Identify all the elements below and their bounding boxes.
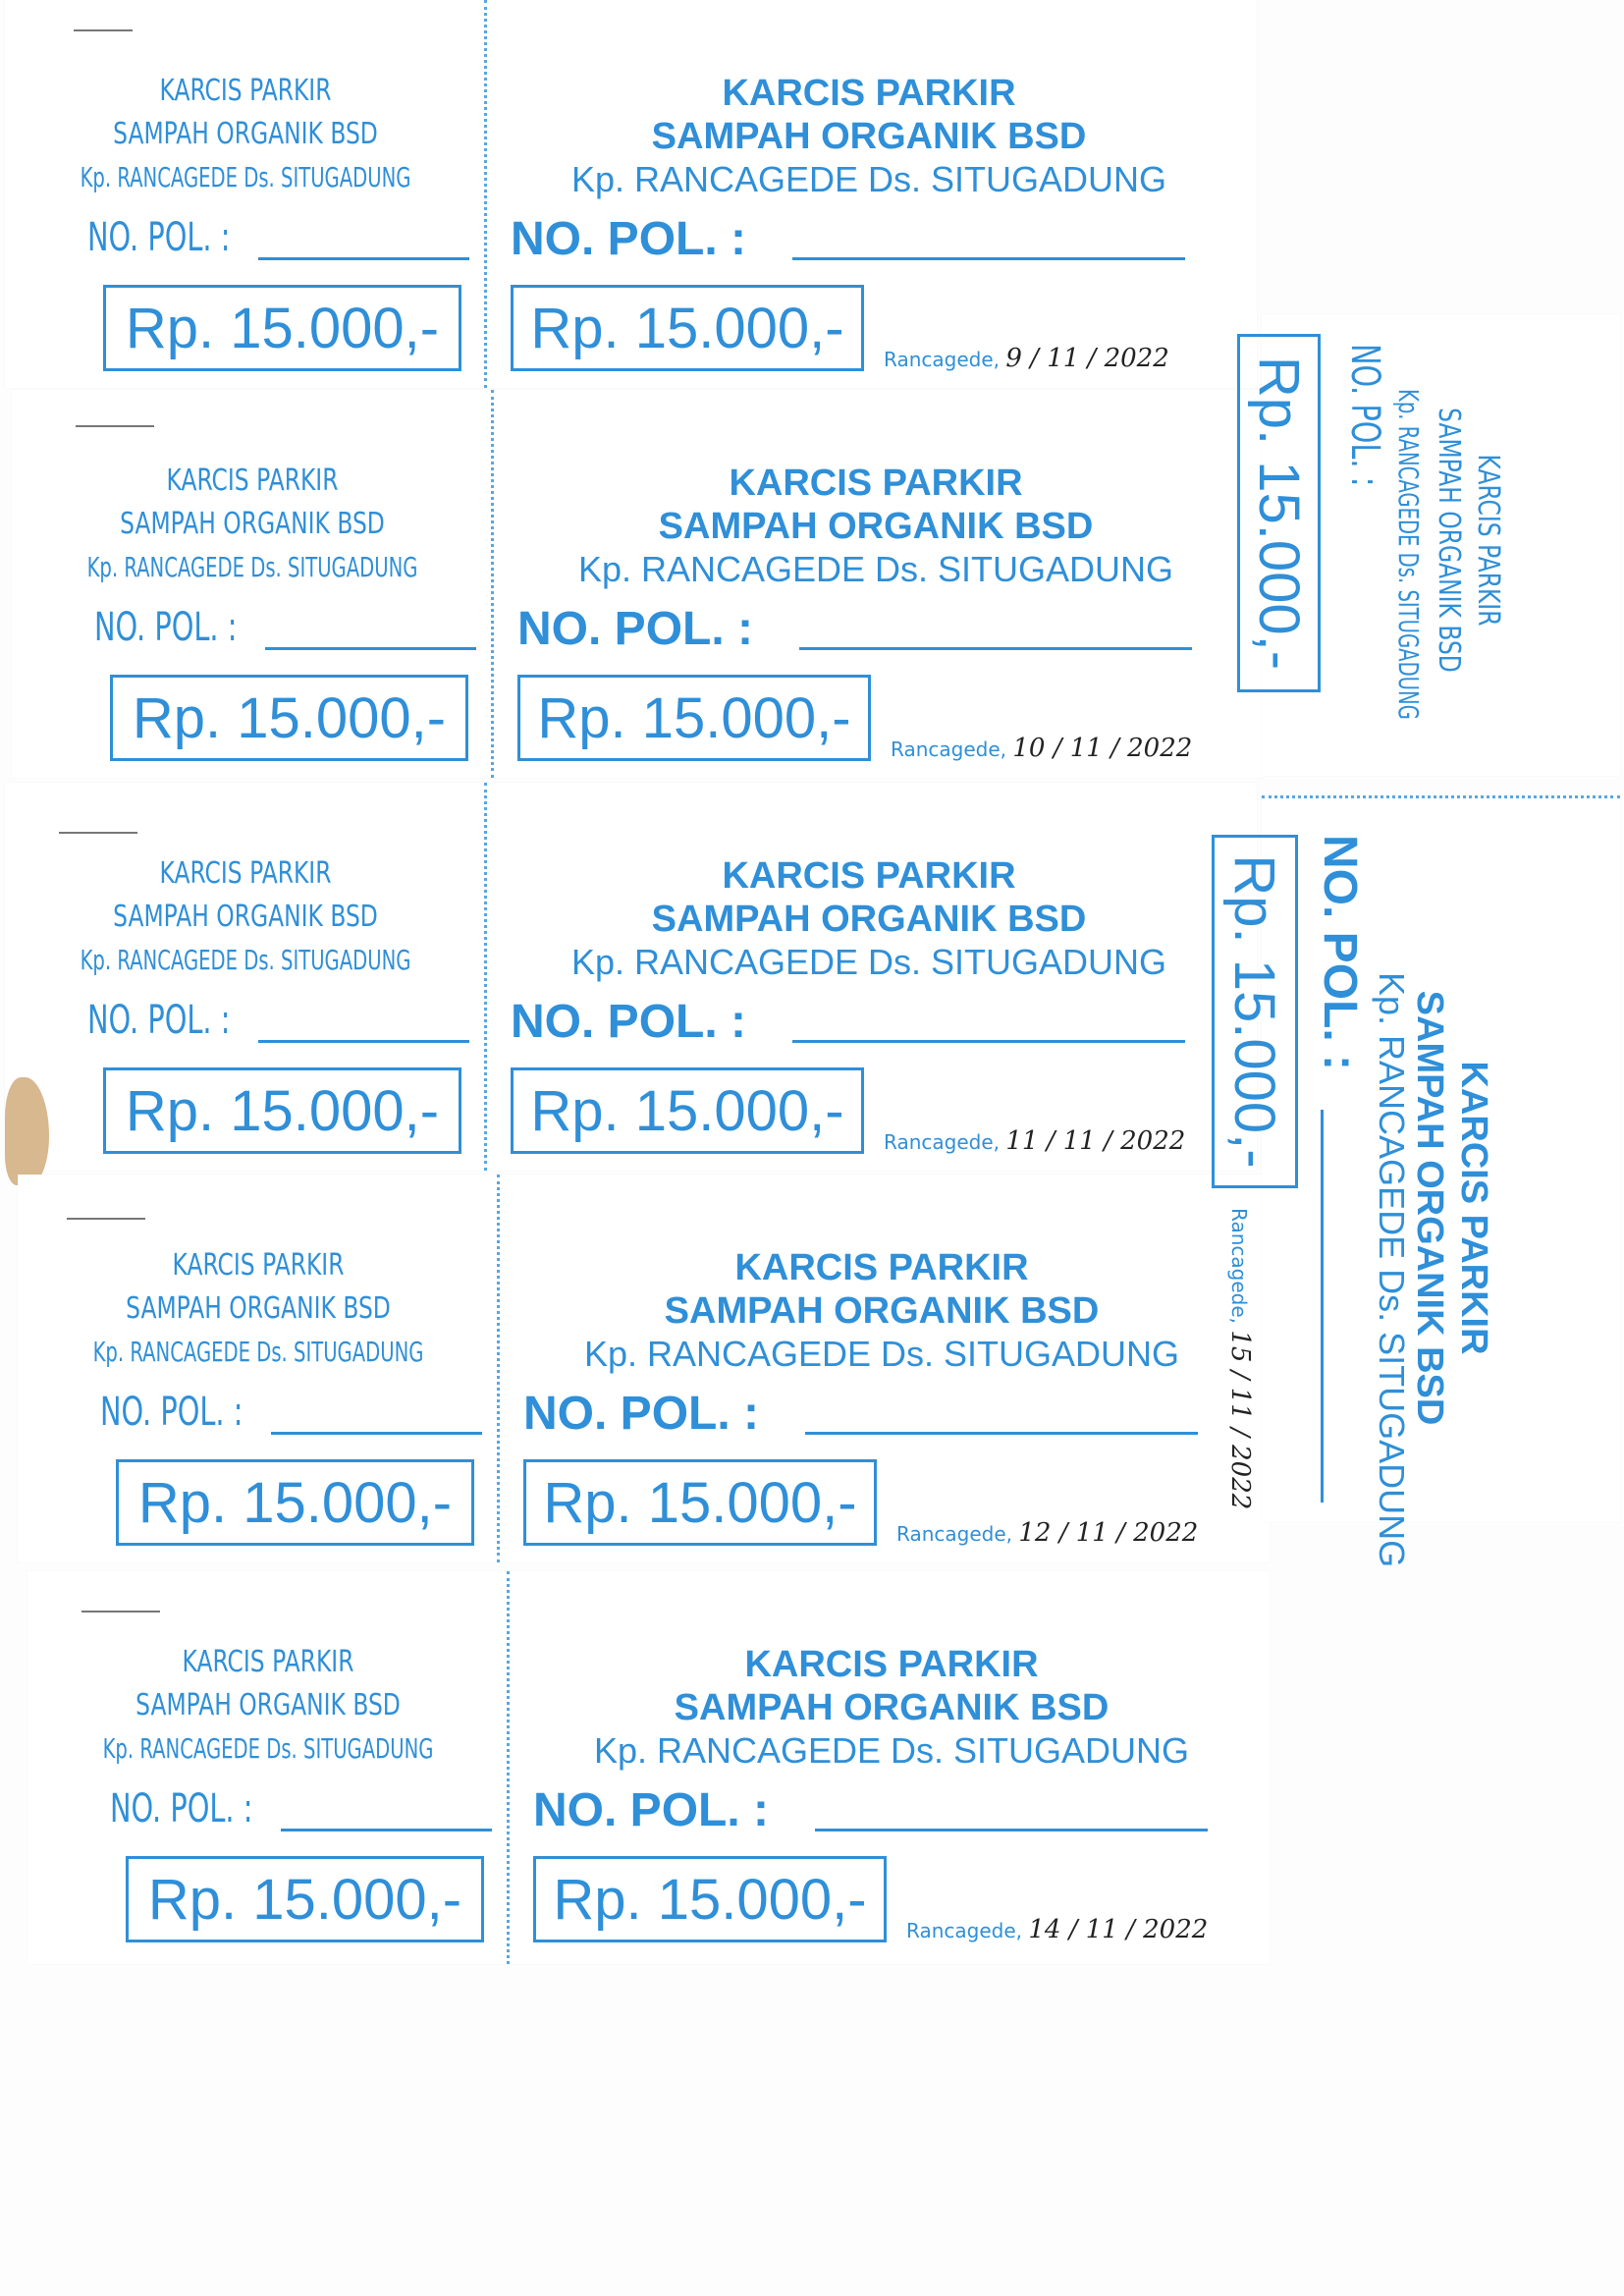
main-nopol-line	[805, 1432, 1198, 1435]
stub-title: KARCIS PARKIR	[172, 1248, 345, 1283]
main-nopol-line	[792, 1040, 1185, 1043]
main-nopol-label: NO. POL. :	[511, 213, 746, 265]
stub-price-box: Rp. 15.000,-	[126, 1856, 484, 1942]
handwritten-date: 14 / 11 / 2022	[1028, 1915, 1209, 1944]
ticket-main	[486, 783, 1252, 1171]
ticket-stub	[18, 1175, 499, 1562]
main-price-box: Rp. 15.000,-	[511, 1067, 864, 1154]
main-subtitle: SAMPAH ORGANIK BSD	[651, 899, 1087, 940]
handwritten-date: 15 / 11 / 2022	[1225, 1330, 1255, 1510]
place-label: Rancagede,	[891, 738, 1006, 761]
main-price-box: Rp. 15.000,-	[533, 1856, 887, 1942]
stub-title: KARCIS PARKIR	[166, 464, 339, 498]
stub-location: Kp. RANCAGEDE Ds. SITUGADUNG	[92, 1336, 424, 1368]
stub-price-box: Rp. 15.000,-	[110, 675, 468, 761]
main-title: KARCIS PARKIR	[722, 855, 1016, 897]
stub-location: Kp. RANCAGEDE Ds. SITUGADUNG	[80, 944, 411, 976]
stub-subtitle: SAMPAH ORGANIK BSD	[113, 117, 378, 151]
main-nopol-label: NO. POL. :	[533, 1784, 769, 1836]
main-location: Kp. RANCAGEDE Ds. SITUGADUNG	[583, 1334, 1180, 1374]
main-location: Kp. RANCAGEDE Ds. SITUGADUNG	[570, 159, 1167, 199]
main-nopol-label: NO. POL. :	[1314, 835, 1366, 1070]
rotated-ticket-stub	[1247, 314, 1620, 776]
date-line	[1225, 1208, 1255, 1509]
main-subtitle: SAMPAH ORGANIK BSD	[658, 506, 1094, 547]
main-title: KARCIS PARKIR	[734, 1247, 1029, 1288]
date-line	[896, 1518, 1198, 1548]
main-location: Kp. RANCAGEDE Ds. SITUGADUNG	[593, 1730, 1190, 1771]
main-title: KARCIS PARKIR	[1453, 1061, 1494, 1355]
stub-subtitle: SAMPAH ORGANIK BSD	[1432, 408, 1466, 673]
stub-nopol-label: NO. POL. :	[94, 605, 238, 650]
stub-nopol-line	[265, 647, 476, 650]
stub-subtitle: SAMPAH ORGANIK BSD	[120, 507, 385, 541]
date-line	[891, 734, 1192, 763]
handwritten-date: 9 / 11 / 2022	[1005, 344, 1169, 373]
stub-nopol-label: NO. POL. :	[87, 998, 231, 1043]
stub-subtitle: SAMPAH ORGANIK BSD	[126, 1291, 391, 1326]
ticket-main	[499, 1175, 1265, 1562]
main-subtitle: SAMPAH ORGANIK BSD	[1409, 990, 1450, 1426]
rotated-main-content	[1222, 815, 1620, 1620]
main-title: KARCIS PARKIR	[722, 73, 1016, 114]
ticket-main	[509, 1571, 1274, 1964]
main-nopol-label: NO. POL. :	[511, 996, 746, 1048]
stub-nopol-label: NO. POL. :	[100, 1390, 244, 1435]
stub-price-box: Rp. 15.000,-	[116, 1459, 474, 1546]
stub-title: KARCIS PARKIR	[159, 74, 332, 108]
place-label: Rancagede,	[906, 1919, 1022, 1942]
stub-title: KARCIS PARKIR	[1471, 454, 1505, 627]
main-location: Kp. RANCAGEDE Ds. SITUGADUNG	[577, 549, 1174, 589]
rotated-stub-content	[1247, 324, 1620, 756]
main-subtitle: SAMPAH ORGANIK BSD	[664, 1290, 1100, 1332]
stub-nopol-line	[271, 1432, 482, 1435]
ticket-main	[493, 390, 1259, 778]
ticket-main	[486, 0, 1252, 388]
main-nopol-line	[1321, 1110, 1324, 1503]
date-line	[884, 344, 1169, 373]
stub-subtitle: SAMPAH ORGANIK BSD	[135, 1688, 401, 1722]
stub-location: Kp. RANCAGEDE Ds. SITUGADUNG	[80, 161, 411, 193]
ticket-stub	[5, 0, 486, 388]
main-nopol-line	[815, 1829, 1208, 1831]
main-nopol-label: NO. POL. :	[523, 1388, 759, 1440]
place-label: Rancagede,	[1227, 1208, 1251, 1324]
place-label: Rancagede,	[884, 348, 1000, 371]
main-nopol-line	[799, 647, 1192, 650]
main-price-box: Rp. 15.000,-	[523, 1459, 877, 1546]
main-title: KARCIS PARKIR	[729, 463, 1023, 504]
parking-ticket-1	[5, 0, 1257, 388]
handwritten-date: 12 / 11 / 2022	[1018, 1518, 1199, 1548]
place-label: Rancagede,	[884, 1130, 1000, 1154]
stub-location: Kp. RANCAGEDE Ds. SITUGADUNG	[102, 1732, 434, 1765]
stub-nopol-line	[258, 257, 469, 260]
ticket-stub	[12, 390, 493, 778]
main-location: Kp. RANCAGEDE Ds. SITUGADUNG	[1372, 972, 1412, 1568]
main-price-box: Rp. 15.000,-	[511, 285, 864, 371]
main-subtitle: SAMPAH ORGANIK BSD	[674, 1687, 1110, 1728]
parking-ticket-3	[5, 783, 1257, 1171]
handwritten-date: 10 / 11 / 2022	[1012, 734, 1193, 763]
ticket-stub	[27, 1571, 509, 1964]
stub-subtitle: SAMPAH ORGANIK BSD	[113, 900, 378, 934]
ticket-stub	[5, 783, 486, 1171]
handwritten-date: 11 / 11 / 2022	[1005, 1126, 1186, 1156]
rotated-ticket-main	[1222, 795, 1620, 1568]
stub-price-box: Rp. 15.000,-	[103, 1067, 461, 1154]
main-subtitle: SAMPAH ORGANIK BSD	[651, 116, 1087, 157]
main-price-box: Rp. 15.000,-	[1212, 835, 1298, 1188]
stub-location: Kp. RANCAGEDE Ds. SITUGADUNG	[86, 551, 418, 583]
stub-nopol-label: NO. POL. :	[110, 1786, 253, 1831]
date-line	[884, 1126, 1185, 1156]
stub-nopol-label: NO. POL. :	[1342, 344, 1387, 487]
main-location: Kp. RANCAGEDE Ds. SITUGADUNG	[570, 942, 1167, 982]
main-price-box: Rp. 15.000,-	[517, 675, 871, 761]
parking-ticket-5	[27, 1571, 1270, 1964]
main-nopol-line	[792, 257, 1185, 260]
main-nopol-label: NO. POL. :	[517, 603, 753, 655]
date-line	[906, 1915, 1208, 1944]
main-title: KARCIS PARKIR	[744, 1644, 1039, 1685]
stub-price-box: Rp. 15.000,-	[1237, 334, 1321, 692]
stub-nopol-line	[281, 1829, 492, 1831]
stub-price-box: Rp. 15.000,-	[103, 285, 461, 371]
stub-location: Kp. RANCAGEDE Ds. SITUGADUNG	[1392, 389, 1425, 720]
stub-nopol-line	[258, 1040, 469, 1043]
stub-title: KARCIS PARKIR	[159, 856, 332, 891]
parking-ticket-2	[12, 390, 1264, 778]
stub-title: KARCIS PARKIR	[182, 1645, 354, 1679]
place-label: Rancagede,	[896, 1522, 1012, 1546]
parking-ticket-4	[18, 1175, 1270, 1562]
stub-nopol-label: NO. POL. :	[87, 215, 231, 260]
